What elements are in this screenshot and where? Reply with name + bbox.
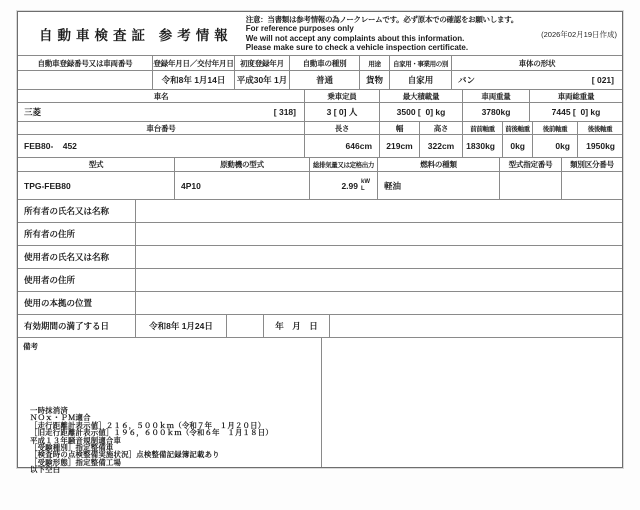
header-body-shape: 車体の形状	[518, 58, 556, 68]
owner-address-value	[136, 223, 622, 245]
header-axle-rear-rear: 後後軸重	[587, 125, 613, 133]
chassis-number-value: FEB80- 452	[18, 135, 305, 157]
header-max-load: 最大積載量	[380, 90, 463, 102]
header-gross-weight: 車両総重量	[557, 91, 595, 101]
header-axle-front-rear: 前後軸重	[503, 122, 533, 134]
class-number-value	[562, 172, 622, 199]
type-certification-number-value	[500, 172, 562, 199]
gross-weight-value: 7445 [ 0] kg	[551, 107, 601, 117]
page-title: 自動車検査証 参考情報	[39, 27, 233, 43]
vehicle-name-text: 三菱	[24, 107, 42, 117]
body-shape-value	[452, 71, 622, 89]
owner-address-label: 所有者の住所	[18, 223, 136, 245]
header-class-number: 類別区分番号	[570, 160, 614, 169]
vehicle-name-code: [ 318]	[273, 107, 296, 117]
max-load-value: 3500 [ 0] kg	[380, 103, 463, 121]
notice-en-3: Please make sure to check a vehicle inspection certificate.	[245, 43, 469, 52]
base-location-label: 使用の本拠の位置	[18, 292, 136, 314]
user-address-row	[18, 269, 622, 292]
vehicle-name-value	[18, 103, 305, 121]
vehicle-kind-value: 普通	[290, 71, 360, 89]
remark-line: 一時抹消済	[30, 406, 68, 415]
header-use: 用途	[360, 56, 390, 70]
remark-line: ［受験種別］指定整備車	[30, 443, 114, 453]
user-address-label: 使用者の住所	[18, 269, 136, 291]
header-axle-rear-front: 後前軸重	[533, 122, 578, 134]
axle-front-front-value: 1830kg	[463, 135, 503, 157]
registration-header-row	[18, 56, 622, 71]
base-location-row	[18, 292, 622, 315]
unit-kw: kW	[361, 179, 370, 185]
user-name-value	[136, 246, 622, 268]
header-engine-model: 原動機の型式	[175, 158, 310, 171]
header-vehicle-name: 車名	[18, 90, 305, 102]
inspection-certificate-sheet	[17, 11, 623, 475]
model-header-row	[18, 158, 622, 172]
expiry-tail-cell	[330, 315, 622, 337]
length-value: 646cm	[305, 135, 380, 157]
validity-row	[18, 315, 622, 338]
vehicle-weight-value: 3780kg	[463, 103, 530, 121]
axle-front-rear-value: 0kg	[503, 135, 533, 157]
axle-rear-front-value: 0kg	[533, 135, 578, 157]
notice-block	[246, 15, 518, 53]
header-vehicle-kind: 自動車の種別	[290, 56, 360, 70]
header-length: 長さ	[305, 122, 380, 134]
header-type-certification-number: 型式指定番号	[500, 158, 562, 171]
created-date: (2026年02月19日作成)	[541, 30, 617, 39]
base-location-value	[136, 292, 622, 314]
user-address-value	[136, 269, 622, 291]
owner-name-value	[136, 200, 622, 222]
remarks-right-blank	[322, 338, 622, 467]
private-business-value: 自家用	[390, 71, 452, 89]
header-private-business: 自家用・事業用の別	[390, 56, 452, 70]
vehicle-value-row	[18, 103, 622, 122]
header-seating-capacity: 乗車定員	[305, 90, 380, 102]
header-model: 型式	[18, 158, 175, 171]
remark-line: ［検査時の点検整備実施状況］点検整備記録簿記載あり	[30, 450, 220, 460]
fuel-type-value: 軽油	[378, 172, 500, 199]
header-registration-date: 登録年月日／交付年月日	[153, 56, 235, 70]
remarks-cell	[18, 338, 322, 475]
use-value: 貨物	[360, 71, 390, 89]
owner-name-label: 所有者の氏名又は名称	[18, 200, 136, 222]
engine-model-value: 4P10	[175, 172, 310, 199]
notice-en-2: We will not accept any complaints about this information.	[245, 33, 465, 43]
header-vehicle-weight: 車両重量	[463, 90, 530, 102]
remark-line: 平成１３年騒音規制適合車	[30, 435, 122, 445]
remark-lines	[18, 392, 321, 474]
remark-line: ［受験形態］指定整備工場	[30, 457, 122, 467]
registration-date-value: 令和8年 1月14日	[153, 71, 235, 89]
axle-rear-rear-value: 1950kg	[586, 141, 615, 151]
body-shape-text: バン	[458, 75, 476, 85]
model-value: TPG-FEB80	[18, 172, 175, 199]
notice-jp: 注意：当書類は参考情報の為ノークレームです。必ず原本での確認をお願いします。	[245, 14, 518, 24]
registration-value-row	[18, 71, 622, 90]
header-registration-number: 自動車登録番号又は車両番号	[18, 56, 153, 70]
remark-line: ［旧走行距離計表示値］１９６，６００ｋｍ（令和６年 １月１８日）	[30, 428, 273, 438]
first-registration-value: 平成30年 1月	[235, 71, 290, 89]
header-first-registration: 初度登録年月	[235, 56, 290, 70]
title-band	[18, 12, 622, 56]
header-fuel-type: 燃料の種類	[378, 158, 500, 171]
header-displacement-output: 総排気量又は定格出力	[310, 158, 378, 171]
expiry-blank-cell	[227, 315, 264, 337]
remark-line: 以下空白	[30, 465, 61, 475]
height-value: 322cm	[420, 135, 463, 157]
vehicle-header-row	[18, 90, 622, 103]
remarks-row	[18, 338, 622, 475]
header-width: 幅	[380, 122, 420, 134]
registration-number-value	[18, 71, 153, 89]
owner-address-row	[18, 223, 622, 246]
remarks-label: 備考	[23, 342, 38, 351]
header-height: 高さ	[420, 122, 463, 134]
user-name-label: 使用者の氏名又は名称	[18, 246, 136, 268]
notice-en-1: For reference purposes only	[245, 24, 354, 33]
expiry-date-value: 令和8年 1月24日	[136, 315, 227, 337]
chassis-value-row	[18, 135, 622, 158]
header-chassis-number: 車台番号	[18, 122, 305, 134]
body-shape-code: [ 021]	[591, 75, 614, 85]
expiry-label: 有効期間の満了する日	[18, 315, 136, 337]
remark-line: ＮＯｘ・ＰＭ適合	[30, 413, 91, 423]
model-value-row	[18, 172, 622, 200]
unit-l: L	[361, 185, 365, 192]
width-value: 219cm	[380, 135, 420, 157]
remark-line: ［走行距離計表示値］２１６，５００ｋｍ（令和７年 １月２０日）	[30, 420, 266, 430]
header-axle-front-front: 前前軸重	[463, 122, 503, 134]
seating-capacity-value: 3 [ 0] 人	[305, 103, 380, 121]
displacement-number: 2.99	[341, 180, 358, 191]
chassis-header-row	[18, 122, 622, 135]
displacement-unit	[361, 179, 370, 192]
owner-name-row	[18, 200, 622, 223]
displacement-output-value	[310, 172, 378, 199]
expiry-blank-date: 年 月 日	[264, 315, 330, 337]
user-name-row	[18, 246, 622, 269]
